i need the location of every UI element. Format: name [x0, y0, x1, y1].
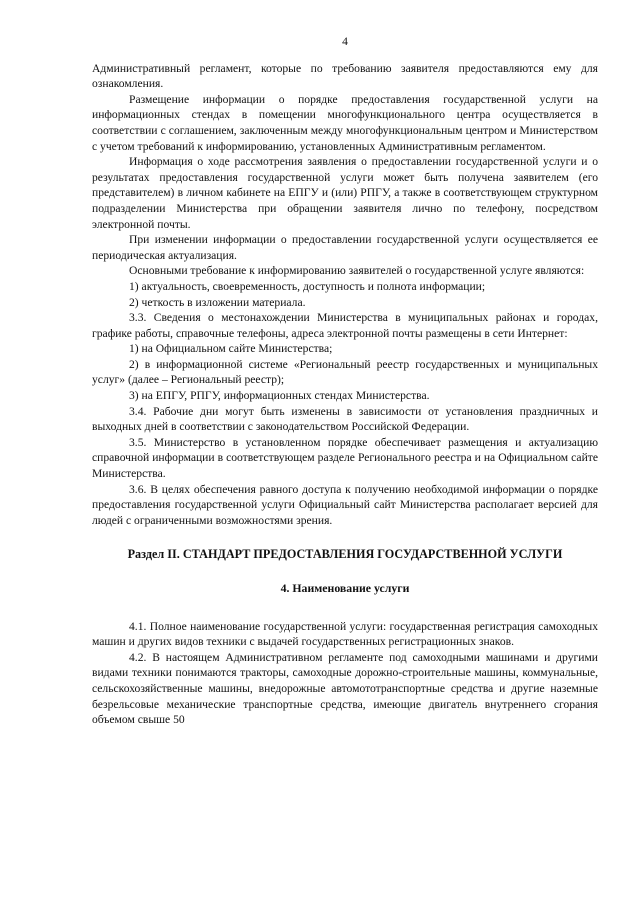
page-number: 4 — [342, 35, 348, 48]
paragraph: 3.3. Сведения о местонахождении Министерства в муниципальных районах и городах, графике работы, справочные телефоны, адреса электронной почты размещены в сети Интернет: — [92, 311, 598, 340]
paragraph: 4.2. В настоящем Административном регламенте под самоходными машинами и другими видами техники понимаются тракторы, самоходные дорожно-строительные машины, коммунальные, сельскохозяйственные машины, внедорожные автомототранспортные средства и другие наземные безрельсовые механические транспортные средства, имеющие двигатель внутреннего сгорания объемом свыше 50 — [92, 650, 598, 727]
paragraph: 2) четкость в изложении материала. — [129, 295, 306, 309]
paragraph: Размещение информации о порядке предоставления государственной услуги на информационных стендах в помещении многофункционального центра осуществляется в соответствии с соглашением, заключенным между многофункциональным центром и Министерством с учетом требований к информированию, установленных Административным регламентом. — [92, 92, 598, 153]
paragraph: 3.4. Рабочие дни могут быть изменены в зависимости от установления праздничных и выходных дней в соответствии с законодательством Российской Федерации. — [92, 404, 598, 434]
paragraph: 2) в информационной системе «Региональный реестр государственных и муниципальных услуг» (далее – Региональный реестр); — [92, 357, 598, 387]
paragraph: 1) на Официальном сайте Министерства; — [129, 342, 333, 356]
paragraph: 3.6. В целях обеспечения равного доступа к получению необходимой информации о порядке предоставления государственной услуги Официальный сайт Министерства располагает версией для людей с ограниченными возможностями зрения. — [92, 482, 598, 527]
body-text-top — [92, 61, 598, 529]
paragraph: 4.1. Полное наименование государственной услуги: государственная регистрация самоходных машин и других видов техники с выдачей государственных регистрационных знаков. — [92, 619, 598, 649]
paragraph: 1) актуальность, своевременность, доступность и полнота информации; — [129, 279, 486, 293]
paragraph: 3) на ЕПГУ, РПГУ, информационных стендах Министерства. — [129, 389, 430, 403]
paragraph: 3.5. Министерство в установленном порядке обеспечивает размещения и актуализацию справочной информации в соответствующем разделе Регионального реестра и на Официальном сайте Министерства. — [92, 435, 598, 481]
section-title: Раздел II. СТАНДАРТ ПРЕДОСТАВЛЕНИЯ ГОСУДАРСТВЕННОЙ УСЛУГИ — [127, 547, 563, 562]
body-text-bottom — [92, 619, 598, 728]
paragraph: Административный регламент, которые по требованию заявителя предоставляются ему для ознакомления. — [92, 61, 598, 91]
paragraph: Информация о ходе рассмотрения заявления о предоставлении государственной услуги и о результатах предоставления государственной услуги может быть получена заявителем (его представителем) в личном кабинете на ЕПГУ и (или) РПГУ, а также в соответствующем структурном подразделении Министерства при обращении заявителя лично по телефону, посредством электронной почты. — [92, 155, 598, 231]
paragraph: При изменении информации о предоставлении государственной услуги осуществляется ее периодическая актуализация. — [92, 233, 598, 262]
paragraph: Основными требование к информированию заявителей о государственной услуге являются: — [129, 264, 585, 278]
subsection-title: 4. Наименование услуги — [280, 581, 410, 595]
